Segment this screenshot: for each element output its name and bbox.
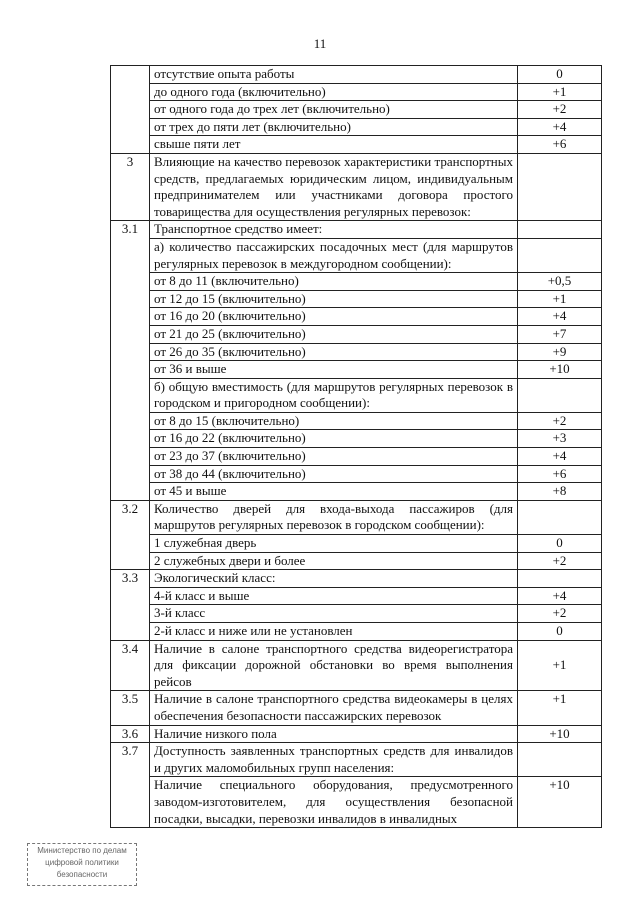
criterion-text: от 21 до 25 (включительно) (150, 325, 518, 343)
criterion-text: от 45 и выше (150, 483, 518, 501)
table-row (111, 273, 602, 291)
table-row (111, 552, 602, 570)
table-row (111, 777, 602, 828)
table-row (111, 343, 602, 361)
row-number: 3.2 (111, 500, 150, 569)
criterion-text: от 12 до 15 (включительно) (150, 290, 518, 308)
criterion-score (518, 221, 602, 239)
criterion-score: +1 (518, 640, 602, 691)
table-row (111, 587, 602, 605)
table-row (111, 118, 602, 136)
table-row (111, 66, 602, 84)
stamp-line-2: цифровой политики (45, 858, 119, 867)
criterion-text: 2 служебных двери и более (150, 552, 518, 570)
criterion-text: от 16 до 20 (включительно) (150, 308, 518, 326)
table-row (111, 640, 602, 691)
table-row (111, 691, 602, 725)
criterion-text: отсутствие опыта работы (150, 66, 518, 84)
table-row (111, 361, 602, 379)
criterion-score: +6 (518, 136, 602, 154)
criterion-score (518, 500, 602, 534)
criterion-text: Экологический класс: (150, 570, 518, 588)
row-number: 3.3 (111, 570, 150, 640)
table-row (111, 725, 602, 743)
row-number: 3 (111, 153, 150, 220)
criterion-text: от 8 до 11 (включительно) (150, 273, 518, 291)
criterion-score: +10 (518, 777, 602, 828)
table-row (111, 325, 602, 343)
table-row (111, 535, 602, 553)
table-row (111, 605, 602, 623)
criterion-score: +4 (518, 118, 602, 136)
criterion-text: Наличие низкого пола (150, 725, 518, 743)
table-row (111, 221, 602, 239)
criterion-score: +4 (518, 448, 602, 466)
table-row (111, 308, 602, 326)
registration-stamp (27, 843, 137, 886)
table-row (111, 101, 602, 119)
table-row (111, 743, 602, 777)
table-row (111, 570, 602, 588)
row-number: 3.5 (111, 691, 150, 725)
criterion-text: б) общую вместимость (для маршрутов регулярных перевозок в городском и пригородном сообщении): (150, 378, 518, 412)
table-row (111, 623, 602, 641)
criterion-text: 3-й класс (150, 605, 518, 623)
criterion-score: +4 (518, 308, 602, 326)
table-row (111, 412, 602, 430)
criterion-score: +10 (518, 725, 602, 743)
criterion-text: 1 служебная дверь (150, 535, 518, 553)
table-row (111, 83, 602, 101)
criterion-score (518, 378, 602, 412)
criterion-score: +4 (518, 587, 602, 605)
table-row (111, 465, 602, 483)
criterion-score: +10 (518, 361, 602, 379)
criterion-score: +2 (518, 101, 602, 119)
criterion-text: от трех до пяти лет (включительно) (150, 118, 518, 136)
criterion-score: +1 (518, 83, 602, 101)
criterion-text: от одного года до трех лет (включительно) (150, 101, 518, 119)
criterion-score: +3 (518, 430, 602, 448)
table-row (111, 136, 602, 154)
criterion-text: 2-й класс и ниже или не установлен (150, 623, 518, 641)
row-number: 3.7 (111, 743, 150, 828)
criterion-text: от 23 до 37 (включительно) (150, 448, 518, 466)
page-number: 11 (313, 36, 327, 51)
criterion-text: свыше пяти лет (150, 136, 518, 154)
table-row (111, 153, 602, 220)
stamp-line-1: Министерство по делам (37, 846, 127, 855)
criterion-text: а) количество пассажирских посадочных мест (для маршрутов регулярных перевозок в междугородном сообщении): (150, 238, 518, 272)
criterion-text: от 38 до 44 (включительно) (150, 465, 518, 483)
row-number (111, 66, 150, 154)
criterion-text: Наличие в салоне транспортного средства видеорегистратора для фиксации дорожной обстановки во время выполнения рейсов (150, 640, 518, 691)
criterion-score (518, 153, 602, 220)
table-row (111, 290, 602, 308)
criterion-text: Наличие в салоне транспортного средства видеокамеры в целях обеспечения безопасности пассажирских перевозок (150, 691, 518, 725)
criterion-score: 0 (518, 66, 602, 84)
criterion-text: Влияющие на качество перевозок характеристики транспортных средств, предлагаемых юридическим лицом, индивидуальным предпринимателем или участниками договора простого товарищества для осуществления регулярных перевозок: (150, 153, 518, 220)
criterion-text: от 16 до 22 (включительно) (150, 430, 518, 448)
criterion-score (518, 743, 602, 777)
criterion-text: Доступность заявленных транспортных средств для инвалидов и других маломобильных групп населения: (150, 743, 518, 777)
criterion-score: +2 (518, 605, 602, 623)
criterion-text: от 26 до 35 (включительно) (150, 343, 518, 361)
criterion-score: 0 (518, 535, 602, 553)
row-number: 3.4 (111, 640, 150, 691)
criterion-score: +7 (518, 325, 602, 343)
criterion-text: Наличие специального оборудования, предусмотренного заводом-изготовителем, для осуществления безопасной посадки, высадки, перевозки инвалидов в инвалидных (150, 777, 518, 828)
table-row (111, 378, 602, 412)
row-number: 3.6 (111, 725, 150, 743)
criterion-score: +6 (518, 465, 602, 483)
table-row (111, 238, 602, 272)
criterion-text: до одного года (включительно) (150, 83, 518, 101)
stamp-line-3: безопасности (56, 870, 108, 879)
criterion-score: +2 (518, 552, 602, 570)
criterion-text: от 36 и выше (150, 361, 518, 379)
criterion-score (518, 570, 602, 588)
criterion-text: от 8 до 15 (включительно) (150, 412, 518, 430)
criterion-score: +9 (518, 343, 602, 361)
criterion-score: 0 (518, 623, 602, 641)
criterion-text: 4-й класс и выше (150, 587, 518, 605)
table-row (111, 483, 602, 501)
criterion-text: Транспортное средство имеет: (150, 221, 518, 239)
table-row (111, 500, 602, 534)
table-row (111, 448, 602, 466)
criterion-text: Количество дверей для входа-выхода пассажиров (для маршрутов регулярных перевозок в городском сообщении): (150, 500, 518, 534)
row-number: 3.1 (111, 221, 150, 501)
table-row (111, 430, 602, 448)
criterion-score: +1 (518, 691, 602, 725)
criterion-score: +0,5 (518, 273, 602, 291)
criterion-score: +8 (518, 483, 602, 501)
criteria-table (110, 65, 602, 828)
criterion-score: +2 (518, 412, 602, 430)
criterion-score (518, 238, 602, 272)
criterion-score: +1 (518, 290, 602, 308)
